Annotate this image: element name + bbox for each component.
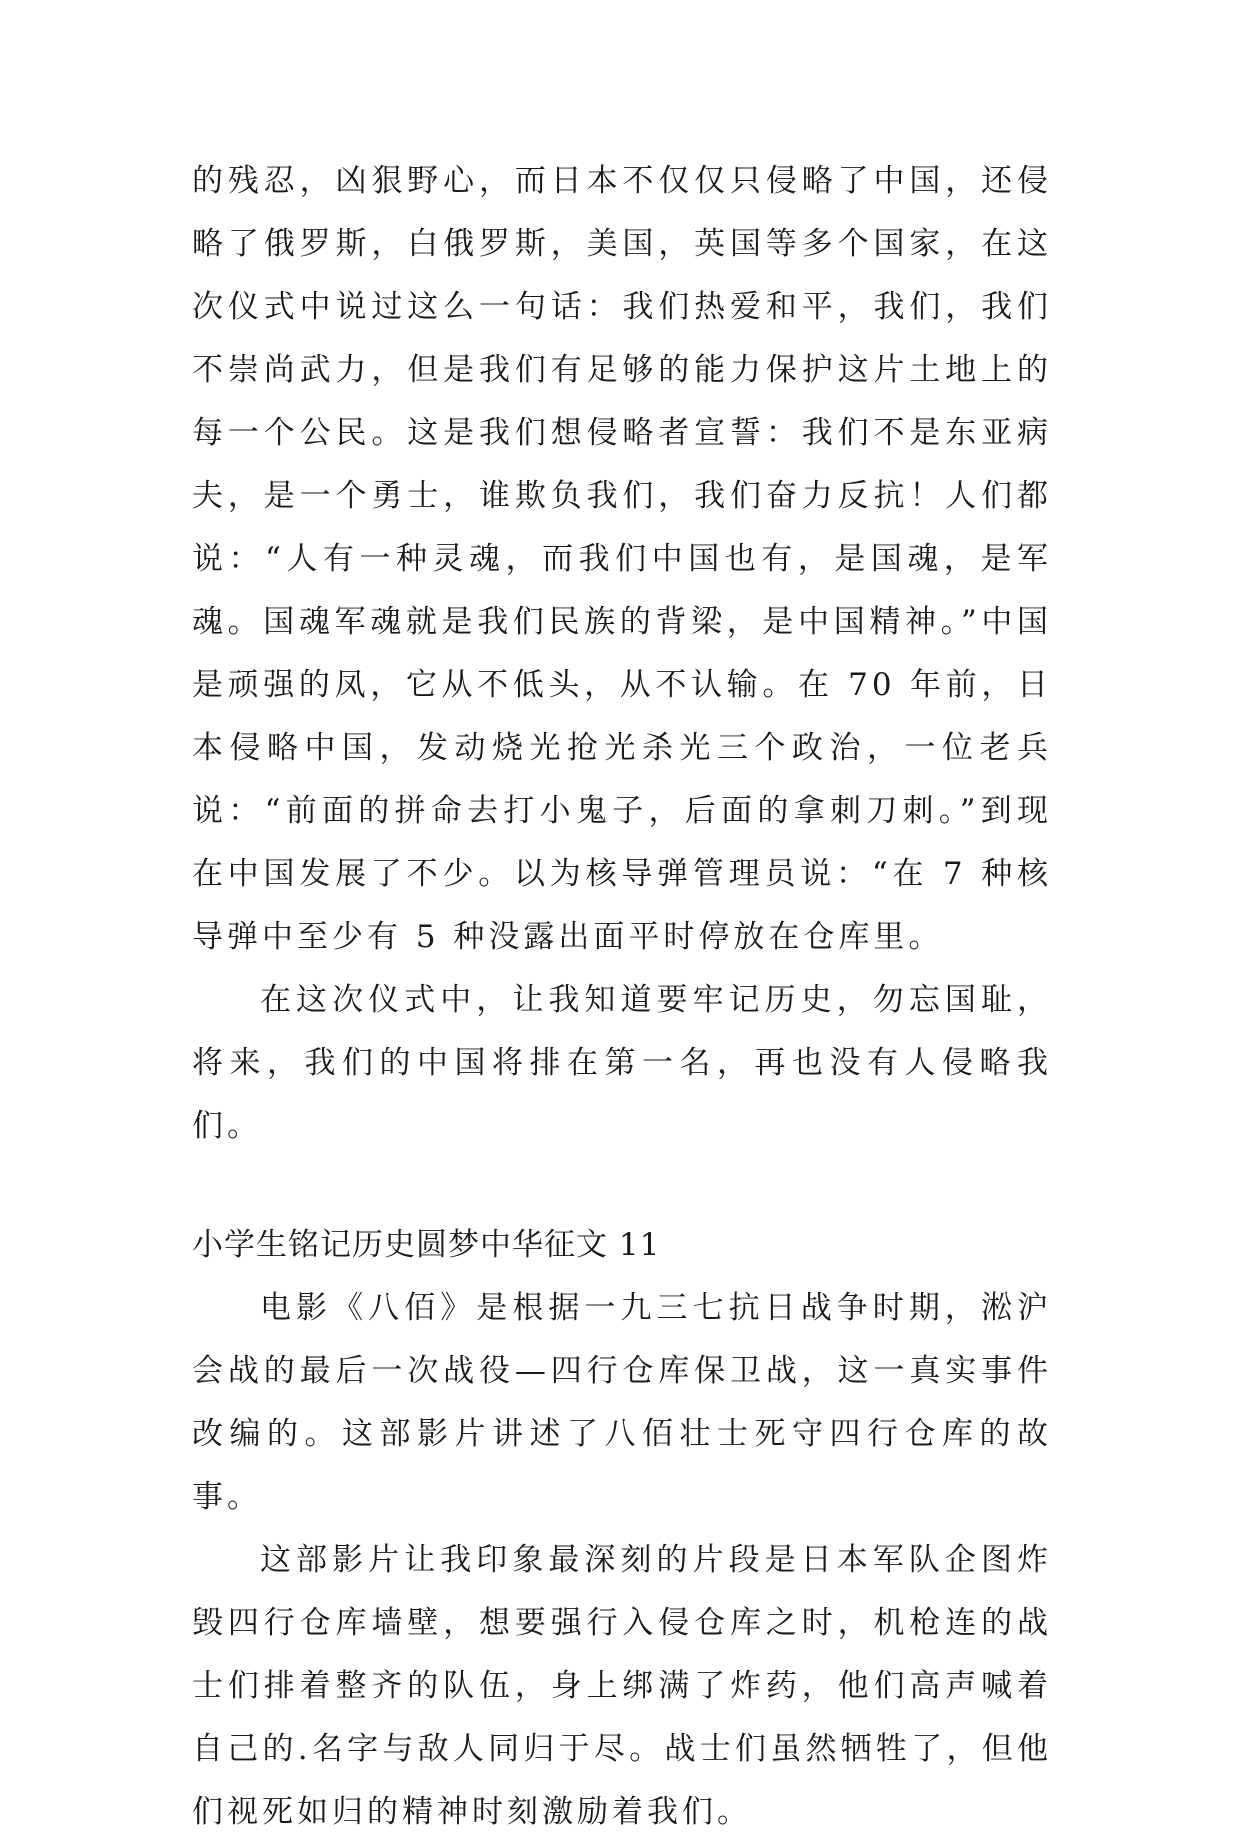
section-spacer xyxy=(192,1158,1052,1214)
document-body xyxy=(192,150,1052,1844)
paragraph-impression: 这部影片让我印象最深刻的片段是日本军队企图炸毁四行仓库墙壁，想要强行入侵仓库之时，机枪连的战士们排着整齐的队伍，身上绑满了炸药，他们高声喊着自己的.名字与敌人同归于尽。战士们虽然牺牲了，但他们视死如归的精神时刻激励着我们。 xyxy=(192,1542,1052,1830)
paragraph-continuation: 的残忍，凶狠野心，而日本不仅仅只侵略了中国，还侵略了俄罗斯，白俄罗斯，美国，英国等多个国家，在这次仪式中说过这么一句话：我们热爱和平，我们，我们不崇尚武力，但是我们有足够的能力保护这片土地上的每一个公民。这是我们想侵略者宣誓：我们不是东亚病夫，是一个勇士，谁欺负我们，我们奋力反抗！人们都说：“人有一种灵魂，而我们中国也有，是国魂，是军魂。国魂军魂就是我们民族的背梁，是中国精神。”中国是顽强的凤，它从不低头，从不认输。在 70 年前，日本侵略中国，发动烧光抢光杀光三个政治，一位老兵说：“前面的拼命去打小鬼子，后面的拿刺刀刺。”到现在中国发展了不少。以为核导弹管理员说：“在 7 种核导弹中至少有 5 种没露出面平时停放在仓库里。 xyxy=(192,163,1052,955)
paragraph-intro: 电影《八佰》是根据一九三七抗日战争时期，淞沪会战的最后一次战役—四行仓库保卫战，这一真实事件改编的。这部影片讲述了八佰壮士死守四行仓库的故事。 xyxy=(192,1290,1052,1515)
section-title: 小学生铭记历史圆梦中华征文 11 xyxy=(192,1227,661,1263)
paragraph-conclusion: 在这次仪式中，让我知道要牢记历史，勿忘国耻，将来，我们的中国将排在第一名，再也没有人侵略我们。 xyxy=(192,982,1052,1144)
